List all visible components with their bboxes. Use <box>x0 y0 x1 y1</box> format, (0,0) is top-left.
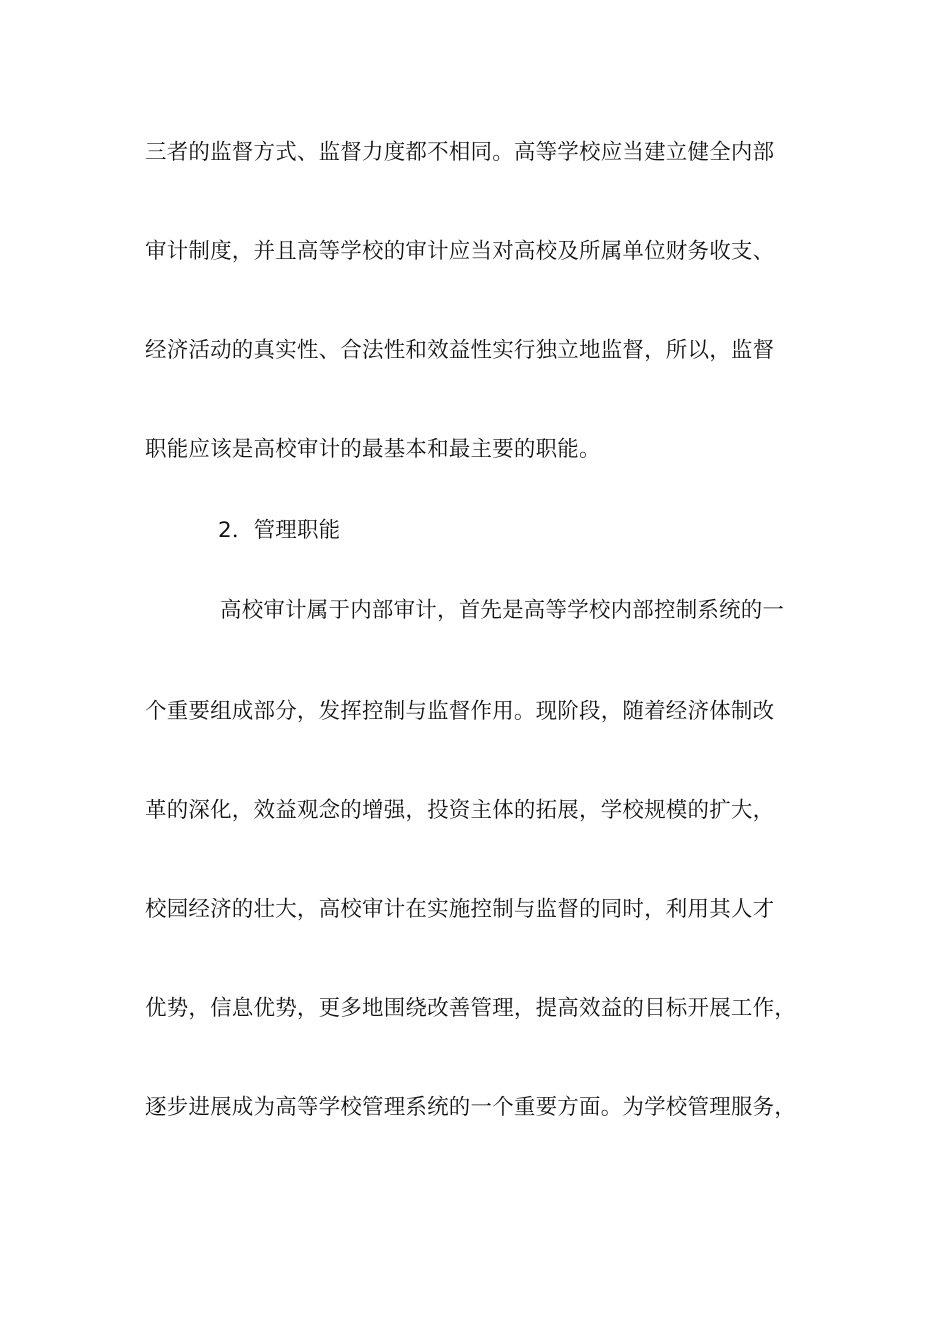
paragraph-2-line-4: 校园经济的壮大，高校审计在实施控制与监督的同时，利用其人才 <box>145 897 775 922</box>
paragraph-2-line-5: 优势，信息优势，更多地围绕改善管理，提高效益的目标开展工作， <box>145 996 797 1021</box>
paragraph-1-line-1: 三者的监督方式、监督力度都不相同。高等学校应当建立健全内部 <box>145 140 775 165</box>
paragraph-1-line-3: 经济活动的真实性、合法性和效益性实行独立地监督，所以，监督 <box>145 338 775 363</box>
paragraph-1-line-4: 职能应该是高校审计的最基本和最主要的职能。 <box>145 437 601 462</box>
section-heading: 2．管理职能 <box>218 518 341 543</box>
paragraph-2-line-2: 个重要组成部分，发挥控制与监督作用。现阶段，随着经济体制改 <box>145 699 775 724</box>
paragraph-2-line-1: 高校审计属于内部审计，首先是高等学校内部控制系统的一 <box>220 598 785 623</box>
paragraph-2-line-6: 逐步进展成为高等学校管理系统的一个重要方面。为学校管理服务， <box>145 1095 797 1120</box>
paragraph-1-line-2: 审计制度，并且高等学校的审计应当对高校及所属单位财务收支、 <box>145 239 775 264</box>
paragraph-2-line-3: 革的深化，效益观念的增强，投资主体的拓展，学校规模的扩大， <box>145 798 775 823</box>
